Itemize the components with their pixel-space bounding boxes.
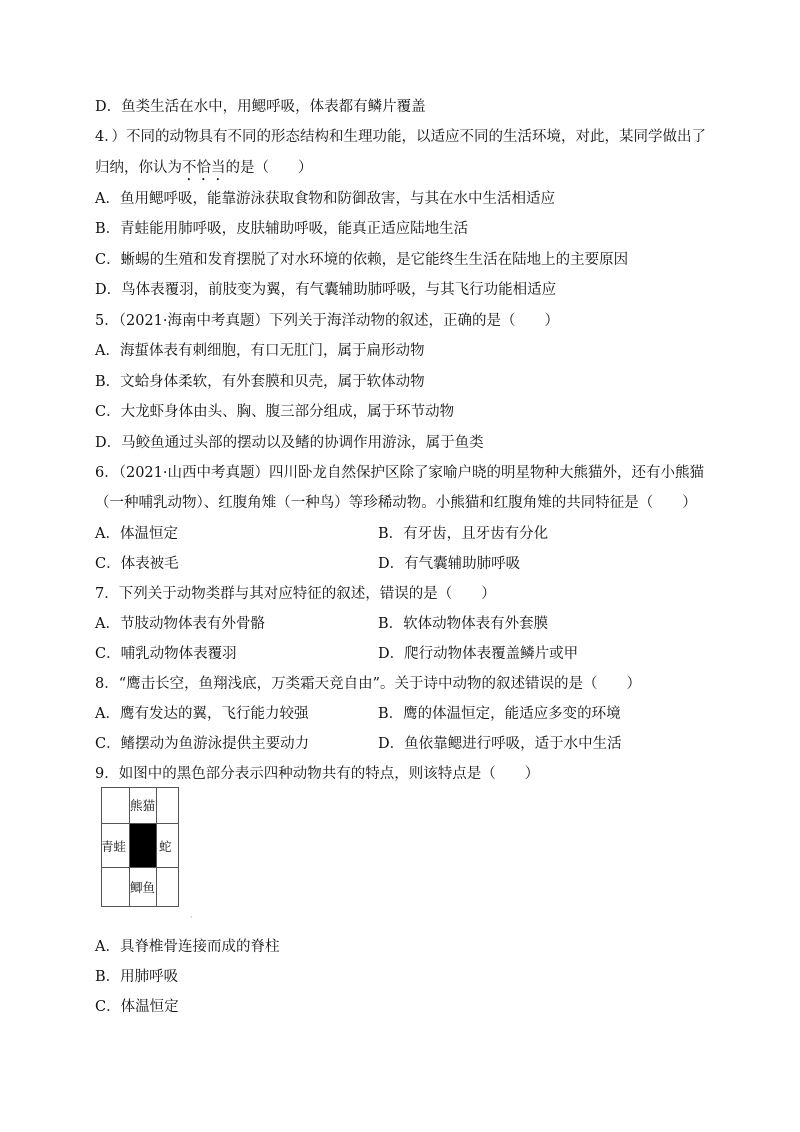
stray-mark: ·	[190, 913, 193, 922]
q7-option-b: B．软体动物体表有外套膜	[378, 616, 549, 632]
q7-option-d: D．爬行动物体表覆盖鳞片或甲	[378, 646, 579, 662]
figure-label-snake: 蛇	[159, 839, 172, 854]
q6-stem-line1: 6．（2021·山西中考真题）四川卧龙自然保护区除了家喻户晓的明星物种大熊猫外，还有小熊猫	[95, 465, 704, 481]
q4-stem-line2: 归纳，你认为不恰当的是（ ）	[95, 160, 313, 176]
q5-option-c: C．大龙虾身体由头、胸、腹三部分组成，属于环节动物	[95, 404, 455, 420]
q3-option-d: D．鱼类生活在水中，用鳃呼吸，体表都有鳞片覆盖	[95, 99, 426, 115]
q4-option-d: D．鸟体表覆羽，前肢变为翼，有气囊辅助肺呼吸，与其飞行功能相适应	[95, 282, 557, 298]
q8-option-d: D．鱼依靠鳃进行呼吸，适于水中生活	[378, 736, 622, 752]
q4-option-c: C．蜥蜴的生殖和发育摆脱了对水环境的依赖，是它能终生生活在陆地上的主要原因	[95, 252, 629, 268]
q6-option-b: B．有牙齿，且牙齿有分化	[378, 526, 549, 542]
q9-stem: 9．如图中的黑色部分表示四种动物共有的特点，则该特点是（ ）	[95, 766, 540, 782]
q7-option-c: C．哺乳动物体表覆羽	[95, 646, 237, 662]
q9-option-b: B．用肺呼吸	[95, 969, 179, 985]
q9-option-c: C．体温恒定	[95, 999, 179, 1015]
q4-stem-line1: 4．）不同的动物具有不同的形态结构和生理功能，以适应不同的生活环境，对此，某同学做出了	[95, 129, 706, 145]
q5-option-b: B．文蛤身体柔软，有外套膜和贝壳，属于软体动物	[95, 374, 425, 390]
q5-stem: 5．（2021·海南中考真题）下列关于海洋动物的叙述，正确的是（ ）	[95, 313, 559, 329]
q8-option-c: C．鳍摆动为鱼游泳提供主要动力	[95, 736, 310, 752]
q9-option-a: A．具脊椎骨连接而成的脊柱	[95, 939, 280, 955]
q6-option-a: A．体温恒定	[95, 526, 178, 542]
grid-line	[156, 788, 157, 906]
figure-label-frog: 青蛙	[101, 839, 127, 854]
shared-trait-region	[130, 824, 156, 867]
q8-option-a: A．鹰有发达的翼，飞行能力较强	[95, 706, 309, 722]
q5-option-a: A．海蜇体表有刺细胞，有口无肛门，属于扁形动物	[95, 343, 425, 359]
q6-option-d: D．有气囊辅助肺呼吸	[378, 556, 521, 572]
q8-option-b: B．鹰的体温恒定，能适应多变的环境	[378, 706, 621, 722]
grid-line	[102, 867, 178, 868]
q4-option-b: B．青蛙能用肺呼吸，皮肤辅助呼吸，能真正适应陆地生活	[95, 221, 469, 237]
q8-stem: 8．“鹰击长空，鱼翔浅底，万类霜天竞自由”。关于诗中动物的叙述错误的是（ ）	[95, 676, 642, 692]
figure-label-crucian-carp: 鲫鱼	[130, 880, 156, 895]
q6-stem-line2: （一种哺乳动物）、红腹角雉（一种鸟）等珍稀动物。小熊猫和红腹角雉的共同特征是（ ）	[95, 495, 697, 511]
q5-option-d: D．马鲛鱼通过头部的摆动以及鳍的协调作用游泳，属于鱼类	[95, 435, 484, 451]
figure-label-panda: 熊猫	[130, 798, 156, 813]
q4-option-a: A．鱼用鳃呼吸，能靠游泳获取食物和防御敌害，与其在水中生活相适应	[95, 191, 555, 207]
emphasized-text: 不恰当	[182, 160, 226, 176]
animal-traits-figure	[101, 787, 179, 907]
q6-option-c: C．体表被毛	[95, 556, 179, 572]
q7-option-a: A．节肢动物体表有外骨骼	[95, 616, 265, 632]
q7-stem: 7．下列关于动物类群与其对应特征的叙述，错误的是（ ）	[95, 586, 496, 602]
